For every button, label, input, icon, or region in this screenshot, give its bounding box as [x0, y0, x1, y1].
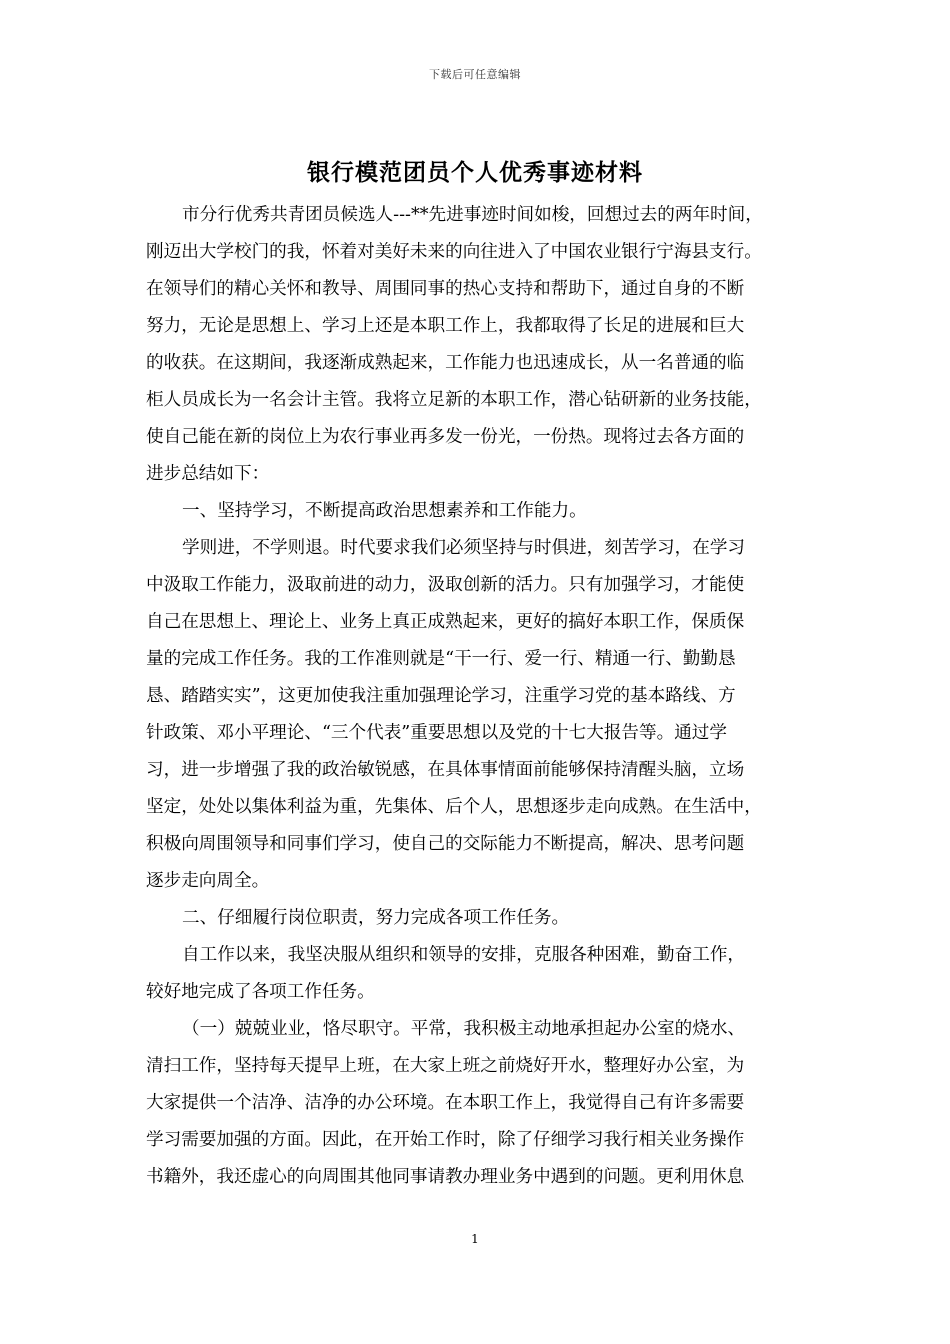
subsection-line: （一）兢兢业业，恪尽职守。平常，我积极主动地承担起办公室的烧水、: [182, 1019, 746, 1039]
section-heading-2: 二、仔细履行岗位职责，努力完成各项工作任务。: [182, 908, 570, 928]
paragraph-line: 学习需要加强的方面。因此，在开始工作时，除了仔细学习我行相关业务操作: [146, 1130, 745, 1150]
paragraph-line: 在领导们的精心关怀和教导、周围同事的热心支持和帮助下，通过自身的不断: [146, 279, 745, 299]
paragraph-line: 自工作以来，我坚决服从组织和领导的安排，克服各种困难，勤奋工作，: [182, 945, 746, 965]
paragraph-line: 大家提供一个洁净、洁净的办公环境。在本职工作上，我觉得自己有许多需要: [146, 1093, 745, 1113]
section-heading-1: 一、坚持学习，不断提高政治思想素养和工作能力。: [182, 501, 587, 521]
document-body: [146, 197, 812, 1196]
header-note: 下载后可任意编辑: [429, 68, 521, 81]
document-title: 银行模范团员个人优秀事迹材料: [307, 159, 643, 186]
paragraph-line: 的收获。在这期间，我逐渐成熟起来，工作能力也迅速成长，从一名普通的临: [146, 353, 745, 373]
paragraph-line: 学则进，不学则退。时代要求我们必须坚持与时俱进，刻苦学习，在学习: [182, 538, 746, 558]
paragraph-line: 努力，无论是思想上、学习上还是本职工作上，我都取得了长足的进展和巨大: [146, 316, 745, 336]
paragraph-line: 针政策、邓小平理论、“三个代表”重要思想以及党的十七大报告等。通过学: [146, 723, 727, 743]
paragraph-line: 市分行优秀共青团员候选人---**先进事迹时间如梭，回想过去的两年时间，: [182, 205, 763, 225]
paragraph-line: 进步总结如下：: [146, 464, 270, 484]
paragraph-line: 刚迈出大学校门的我，怀着对美好未来的向往进入了中国农业银行宁海县支行。: [146, 242, 762, 262]
paragraph-line: 柜人员成长为一名会计主管。我将立足新的本职工作，潜心钻研新的业务技能，: [146, 390, 762, 410]
paragraph-line: 清扫工作，坚持每天提早上班，在大家上班之前烧好开水，整理好办公室，为: [146, 1056, 745, 1076]
page-number: 1: [471, 1232, 479, 1246]
paragraph-line: 习，进一步增强了我的政治敏锐感，在具体事情面前能够保持清醒头脑，立场: [146, 760, 745, 780]
paragraph-line: 自己在思想上、理论上、业务上真正成熟起来，更好的搞好本职工作，保质保: [146, 612, 745, 632]
paragraph-line: 中汲取工作能力，汲取前进的动力，汲取创新的活力。只有加强学习，才能使: [146, 575, 745, 595]
paragraph-line: 较好地完成了各项工作任务。: [146, 982, 375, 1002]
paragraph-line: 恳、踏踏实实”，这更加使我注重加强理论学习，注重学习党的基本路线、方: [146, 686, 736, 706]
paragraph-line: 逐步走向周全。: [146, 871, 270, 891]
paragraph-line: 量的完成工作任务。我的工作准则就是“干一行、爱一行、精通一行、勤勤恳: [146, 649, 736, 669]
paragraph-line: 书籍外，我还虚心的向周围其他同事请教办理业务中遇到的问题。更利用休息: [146, 1167, 745, 1187]
paragraph-line: 使自己能在新的岗位上为农行事业再多发一份光，一份热。现将过去各方面的: [146, 427, 745, 447]
paragraph-line: 坚定，处处以集体利益为重，先集体、后个人，思想逐步走向成熟。在生活中，: [146, 797, 762, 817]
paragraph-line: 积极向周围领导和同事们学习，使自己的交际能力不断提高，解决、思考问题: [146, 834, 745, 854]
